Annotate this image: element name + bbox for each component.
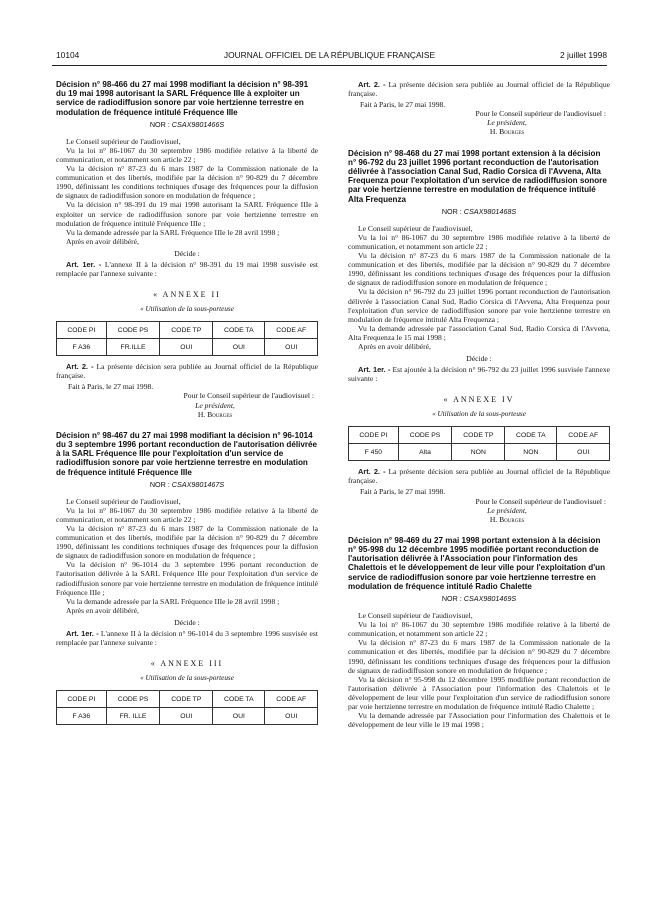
paragraph: Le Conseil supérieur de l'audiovisuel,: [66, 496, 181, 506]
paragraph: Vu la décision n° 98-391 du 19 mai 1998 autorisant la SARL Fréquence IIIe à exploiter un service de radiodiffusion sonore par voie hertzienne terrestre en modulation de fréquence intitulé Fréquence IIIe ;: [56, 200, 318, 228]
header-rule: [52, 65, 607, 66]
annexe-table: [56, 321, 318, 356]
table-cell: NON: [505, 444, 557, 461]
place-date: Fait à Paris, le 27 mai 1998.: [360, 487, 446, 497]
signature-block: [348, 497, 610, 524]
article-label: Art. 2. -: [66, 362, 94, 372]
article-1: [56, 629, 318, 647]
nor-code: CSAX9801466S: [171, 119, 225, 129]
article-2: [348, 80, 610, 98]
nor-reference: [348, 594, 610, 603]
decision-title: Décision n° 98-469 du 27 mai 1998 portant extension à la décision n° 95-998 du 12 décembre 1995 modifiée portant reconduction de l'autorisation délivrée à l'Association pour l'information des Chalettois et le développement de leur ville pour l'exploitation d'un service de radiodiffusion sonore par voie hertzienne terrestre en modulation de fréquence intitulé Radio Chalette: [348, 535, 606, 591]
table-header: CODE TP: [160, 322, 213, 339]
place-date: Fait à Paris, le 27 mai 1998.: [68, 382, 154, 392]
paragraph: Vu la demande adressée par la SARL Fréquence IIIe le 28 avril 1998 ;: [66, 227, 280, 237]
table-header: CODE AF: [265, 691, 318, 708]
article-text: L'annexe II à la décision n° 96-1014 du 3 septembre 1996 susvisée est remplacée par l'annexe suivante :: [56, 628, 318, 648]
signature-block: [56, 391, 318, 418]
annexe-table: [348, 426, 610, 461]
nor-reference: [56, 480, 318, 489]
paragraph: Vu la demande adressée par l'association Canal Sud, Radio Corsica di l'Avvena, Alta Frequenza le 15 mai 1998 ;: [348, 323, 610, 342]
table-cell: FR.ILLE: [106, 339, 160, 356]
signature-role: Le président,: [487, 505, 527, 515]
nor-label: NOR :: [149, 119, 170, 129]
table-header: CODE PS: [106, 322, 160, 339]
annexe-subtitle: « Utilisation de la sous-porteuse: [432, 410, 526, 419]
article-1: [56, 260, 318, 278]
article-1: [348, 365, 610, 383]
table-cell: Alta: [398, 444, 452, 461]
paragraph: Vu la décision n° 87-23 du 6 mars 1987 de la Commission nationale de la communication et des libertés, modifiée par la décision n° 90-829 du 7 décembre 1990, définissant les conditions techniques d'usage des fréquences pour la diffusion de signaux de radiodiffusion sonore en modulation de fréquence ;: [56, 523, 318, 561]
table-cell: OUI: [160, 708, 213, 725]
nor-code: CSAX9801468S: [463, 206, 517, 216]
article-label: Art. 1er. -: [358, 365, 391, 375]
article-text: La présente décision sera publiée au Journal officiel de la République française.: [348, 467, 610, 486]
table-cell: OUI: [213, 708, 265, 725]
table-cell: F A36: [57, 708, 107, 725]
journal-title: JOURNAL OFFICIEL DE LA RÉPUBLIQUE FRANÇAISE: [223, 50, 436, 60]
table-cell: NON: [452, 444, 505, 461]
table-header: CODE PS: [398, 427, 452, 444]
article-text: L'annexe II à la décision n° 98-391 du 19 mai 1998 susvisée est remplacée par l'annexe suivante :: [56, 259, 318, 279]
table-row: [57, 339, 318, 356]
paragraph: Vu la décision n° 87-23 du 6 mars 1987 de la Commission nationale de la communication et des libertés, modifiée par la décision n° 90-829 du 7 décembre 1990, définissant les conditions techniques d'usage des fréquences pour la diffusion de signaux de radiodiffusion sonore en modulation de fréquence ;: [348, 251, 610, 288]
article-label: Art. 1er. -: [66, 628, 99, 638]
page-header: [52, 50, 607, 64]
table-cell: FR. ILLE: [106, 708, 160, 725]
paragraph: Vu la décision n° 96-1014 du 3 septembre 1996 portant reconduction de l'autorisation délivrée à la SARL Fréquence IIIe pour l'exploitation d'un service de radiodiffusion sonore par voie hertzienne terrestre en modulation de fréquence intitulé Fréquence IIIe ;: [56, 560, 318, 597]
table-header: CODE TA: [505, 427, 557, 444]
article-text: La présente décision sera publiée au Journal officiel de la République française.: [348, 80, 610, 99]
annexe-title: « ANNEXE III: [150, 659, 224, 669]
signature-name: H. Bourges: [489, 514, 525, 524]
table-header: CODE AF: [265, 322, 318, 339]
nor-label: NOR :: [441, 206, 462, 216]
paragraph: Après en avoir délibéré,: [66, 605, 139, 615]
table-header-row: [57, 691, 318, 708]
annexe-title: « ANNEXE II: [153, 290, 221, 300]
place-date: Fait à Paris, le 27 mai 1998.: [360, 100, 446, 110]
annexe-subtitle: « Utilisation de la sous-porteuse: [140, 305, 234, 314]
table-cell: F 450: [349, 444, 399, 461]
table-header: CODE TP: [160, 691, 213, 708]
paragraph: Vu la demande adressée par la SARL Fréquence IIIe le 28 avril 1998 ;: [66, 596, 280, 606]
signature-name: H. Bourges: [489, 127, 525, 137]
nor-label: NOR :: [149, 479, 170, 489]
paragraph: Vu la loi n° 86-1067 du 30 septembre 1986 modifiée relative à la liberté de communication, et notamment son article 22 ;: [348, 620, 610, 639]
issue-date: 2 juillet 1998: [559, 50, 607, 60]
table-cell: OUI: [265, 339, 318, 356]
table-cell: F A36: [57, 339, 107, 356]
nor-code: CSAX9801469S: [463, 594, 517, 604]
decision-title: Décision n° 98-466 du 27 mai 1998 modifiant la décision n° 98-391 du 19 mai 1998 autorisant la SARL Fréquence IIIe à exploiter un service de radiodiffusion sonore par voie hertzienne terrestre en modulation de fréquence intitulé Fréquence IIIe: [56, 80, 309, 117]
signature-line: Pour le Conseil supérieur de l'audiovisuel :: [183, 391, 314, 401]
article-2: [348, 467, 610, 485]
table-header: CODE PS: [106, 691, 160, 708]
signature-line: Pour le Conseil supérieur de l'audiovisuel :: [475, 496, 606, 506]
article-label: Art. 2. -: [358, 80, 386, 89]
paragraph: Vu la décision n° 87-23 du 6 mars 1987 de la Commission nationale de la communication et des libertés, modifiée par la décision n° 90-829 du 7 décembre 1990, définissant les conditions techniques d'usage des fréquences pour la diffusion de signaux de radiodiffusion sonore en modulation de fréquence ;: [56, 164, 318, 201]
decision-98-467: [56, 431, 318, 725]
table-cell: OUI: [557, 444, 610, 461]
decide-line: Décide :: [466, 354, 492, 364]
table-cell: OUI: [265, 708, 318, 725]
annexe-title: « ANNEXE IV: [443, 395, 515, 405]
table-row: [57, 708, 318, 725]
decision-98-469: [348, 536, 610, 729]
table-header-row: [349, 427, 610, 444]
article-label: Art. 1er. -: [66, 259, 102, 269]
decide-line: Décide :: [174, 617, 200, 627]
nor-reference: [348, 207, 610, 216]
decision-title: Décision n° 98-468 du 27 mai 1998 portant extension à la décision n° 96-792 du 23 juillet 1996 portant reconduction de l'autorisation délivrée à l'association Canal Sud, Radio Corsica di l'Avvena, Alta Frequenza pour l'exploitation d'un service de radiodiffusion sonore par voie hertzienne terrestre en modulation de fréquence intitulé Alta Frequenza: [348, 148, 607, 204]
decision-98-466: [56, 80, 318, 419]
table-header-row: [57, 322, 318, 339]
table-header: CODE PI: [349, 427, 399, 444]
table-header: CODE AF: [557, 427, 610, 444]
decision-98-468: [348, 149, 610, 524]
nor-code: CSAX9801467S: [171, 479, 225, 489]
decision-98-466-continued: [348, 80, 610, 137]
table-cell: OUI: [213, 339, 265, 356]
table-cell: OUI: [160, 339, 213, 356]
table-header: CODE TA: [213, 322, 265, 339]
right-column: [348, 80, 610, 729]
decision-title: Décision n° 98-467 du 27 mai 1998 modifiant la décision n° 96-1014 du 3 septembre 1996 portant reconduction de l'autorisation délivrée à la SARL Fréquence IIIe pour l'exploitation d'un service de radiodiffusion sonore par voie hertzienne terrestre en modulation de fréquence intitulé Fréquence IIIe: [56, 430, 317, 477]
signature-name: H. Bourges: [197, 409, 233, 419]
article-text: La présente décision sera publiée au Journal officiel de la République française.: [56, 362, 318, 381]
paragraph: Le Conseil supérieur de l'audiovisuel,: [66, 136, 181, 146]
table-header: CODE PI: [57, 322, 107, 339]
paragraph: Après en avoir délibéré,: [66, 236, 139, 246]
table-row: [349, 444, 610, 461]
table-header: CODE PI: [57, 691, 107, 708]
table-header: CODE TA: [213, 691, 265, 708]
paragraph: Le Conseil supérieur de l'audiovisuel,: [358, 611, 473, 621]
paragraph: Vu la décision n° 95-998 du 12 décembre 1995 modifiée portant reconduction de l'autorisation délivrée à l'Association pour l'information des Chalettois et le développement de leur ville pour l'exploitation d'un service de radiodiffusion sonore par voie hertzienne terrestre en modulation de fréquence intitulé Radio Chalette ;: [348, 674, 610, 711]
paragraph: Vu la décision n° 87-23 du 6 mars 1987 de la Commission nationale de la communication et des libertés, modifiée par la décision n° 90-829 du 7 décembre 1990, définissant les conditions techniques d'usage des fréquences pour la diffusion de signaux de radiodiffusion sonore en modulation de fréquence ;: [348, 638, 610, 675]
annexe-subtitle: « Utilisation de la sous-porteuse: [140, 674, 234, 683]
nor-reference: [56, 120, 318, 129]
article-label: Art. 2. -: [358, 467, 386, 477]
article-2: [56, 362, 318, 380]
table-header: CODE TP: [452, 427, 505, 444]
page-number: 10104: [56, 50, 80, 60]
left-column: [56, 80, 318, 731]
annexe-table: [56, 690, 318, 725]
signature-block: [348, 109, 610, 136]
paragraph: Après en avoir délibéré,: [358, 342, 431, 351]
article-text: Est ajoutée à la décision n° 96-792 du 23 juillet 1996 susvisée l'annexe suivante :: [348, 365, 610, 384]
paragraph: Vu la loi n° 86-1067 du 30 septembre 1986 modifiée relative à la liberté de communication, et notamment son article 22 ;: [348, 232, 610, 251]
paragraph: Vu la décision n° 96-792 du 23 juillet 1996 portant reconduction de l'autorisation délivrée à l'association Canal Sud, Radio Corsica di l'Avvena, Alta Frequenza pour l'exploitation d'un service de radiodiffusion sonore par voie hertzienne terrestre en modulation de fréquence intitulé Alta Frequenza ;: [348, 287, 610, 324]
paragraph: Le Conseil supérieur de l'audiovisuel,: [358, 223, 473, 233]
decide-line: Décide :: [174, 248, 200, 258]
paragraph: Vu la loi n° 86-1067 du 30 septembre 1986 modifiée relative à la liberté de communication, et notamment son article 22 ;: [56, 145, 318, 164]
nor-label: NOR :: [441, 594, 462, 604]
signature-role: Le président,: [487, 118, 527, 128]
paragraph: Vu la demande adressée par l'Association pour l'information des Chalettois et le développement de leur ville le 19 mai 1998 ;: [348, 711, 610, 730]
paragraph: Vu la loi n° 86-1067 du 30 septembre 1986 modifiée relative à la liberté de communication, et notamment son article 22 ;: [56, 505, 318, 524]
signature-role: Le président,: [195, 400, 235, 410]
signature-line: Pour le Conseil supérieur de l'audiovisuel :: [475, 109, 606, 119]
